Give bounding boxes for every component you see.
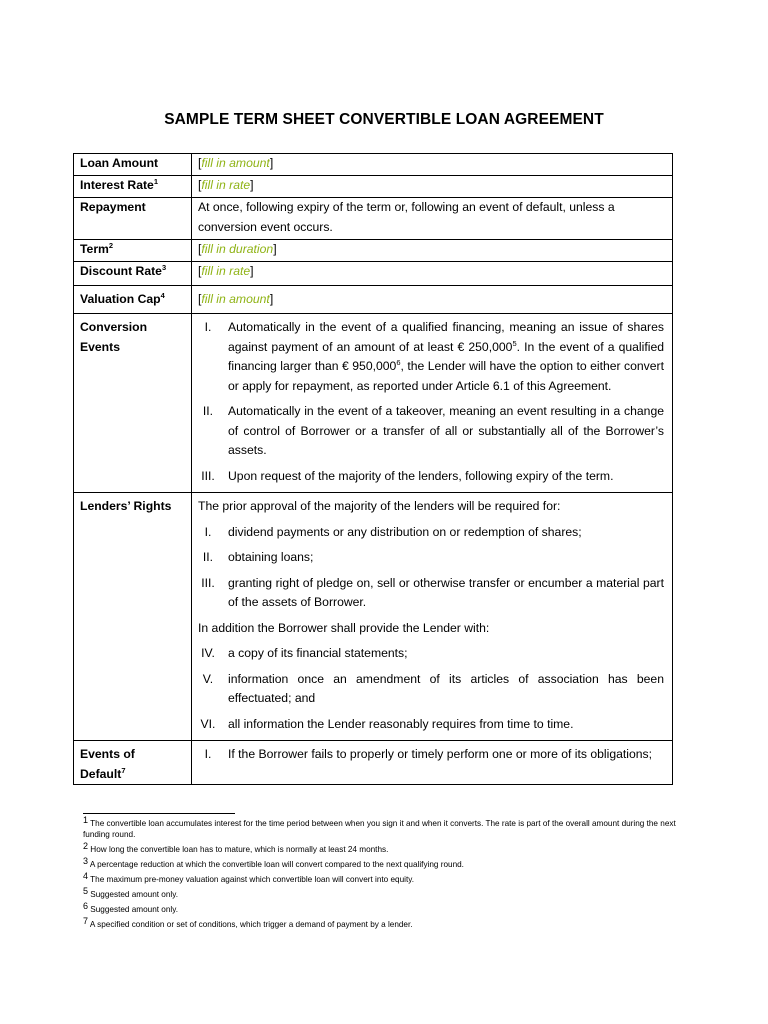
list-item [198, 402, 664, 461]
list-item [198, 644, 664, 664]
lenders-rights-list-2 [198, 644, 664, 734]
conversion-events-list [198, 318, 664, 486]
lenders-rights-list [198, 523, 664, 613]
list-number: I. [204, 524, 212, 539]
footnote-number: 2 [83, 841, 89, 851]
bracket-close: ] [269, 156, 274, 170]
list-text: If the Borrower fails to properly or timely perform one or more of its obligations; [228, 747, 653, 761]
list-item [198, 467, 664, 487]
list-number: I. [204, 747, 212, 761]
list-number: III. [201, 575, 215, 590]
footnote-text: Suggested amount only. [90, 890, 178, 899]
row-label: Discount Rate [80, 264, 162, 278]
footnote-ref[interactable]: 7 [121, 765, 126, 775]
footnote-ref[interactable]: 4 [160, 290, 165, 300]
list-text: dividend payments or any distribution on or redemption of shares; [228, 524, 582, 539]
interest-rate-value[interactable] [192, 176, 673, 198]
footnote-text: Suggested amount only. [90, 905, 178, 914]
list-text: a copy of its financial statements; [228, 646, 408, 660]
list-text: , the Lender will have the option to either convert or apply for repayment, as reported under Article 6.1 of this Agreement. [228, 359, 664, 393]
footnote-number: 6 [83, 901, 89, 911]
discount-rate-value[interactable] [192, 262, 673, 286]
list-text: granting right of pledge on, sell or otherwise transfer or encumber a material part of the assets of Borrower. [228, 575, 664, 609]
list-item [198, 548, 664, 568]
lenders-rights-value [192, 493, 673, 741]
footnote [83, 871, 678, 885]
footnote [83, 901, 678, 915]
footnote [83, 856, 678, 870]
repayment-label [74, 198, 192, 240]
list-number: I. [204, 320, 212, 334]
footnote-text: The convertible loan accumulates interest for the time period between when you sign it and when it converts. The rate is part of the overall amount during the next funding round. [83, 819, 676, 839]
list-number: II. [202, 550, 214, 564]
footnote-ref[interactable]: 1 [153, 176, 158, 186]
bracket-open: [ [198, 292, 202, 306]
footnote-ref[interactable]: 2 [108, 240, 114, 250]
table-row [74, 493, 673, 741]
footnote-ref[interactable]: 3 [161, 262, 167, 272]
table-row [74, 741, 673, 785]
list-item [198, 670, 664, 709]
bracket-open: [ [198, 156, 202, 170]
list-item [198, 318, 664, 396]
table-row [74, 154, 673, 176]
term-value[interactable] [192, 240, 673, 262]
bracket-close: ] [250, 264, 254, 278]
list-text: Automatically in the event of a takeover, meaning an event resulting in a change of control of Borrower or a transfer of all or substantially all of the Borrower’s assets. [228, 404, 664, 457]
list-number: VI. [200, 716, 216, 731]
list-item [198, 715, 664, 735]
list-number: II. [202, 404, 214, 418]
row-label: Lenders’ Rights [80, 499, 172, 513]
lenders-rights-intro-2: In addition the Borrower shall provide the Lender with: [198, 620, 490, 635]
bracket-open: [ [198, 178, 202, 192]
table-row [74, 262, 673, 286]
list-text: . In the event of a qualified financing larger than € 950,000 [228, 339, 664, 373]
list-item [198, 574, 664, 613]
footnote-text: A specified condition or set of conditions, which trigger a demand of payment by a lender. [89, 920, 413, 929]
events-of-default-list [198, 745, 664, 765]
lenders-rights-label [74, 493, 192, 741]
row-label: Conversion Events [80, 320, 148, 354]
bracket-close: ] [250, 178, 254, 192]
footnote-ref[interactable]: 5 [512, 338, 517, 348]
footnote [83, 916, 678, 930]
footnote-text: How long the convertible loan has to mature, which is normally at least 24 months. [90, 845, 389, 854]
footnote-ref[interactable]: 6 [396, 357, 401, 367]
row-label: Interest Rate [80, 178, 154, 192]
valuation-cap-label [74, 286, 192, 314]
row-label: Events of Default [80, 747, 135, 781]
events-of-default-value [192, 741, 673, 785]
term-label [74, 240, 192, 262]
loan-amount-label [74, 154, 192, 176]
table-row [74, 286, 673, 314]
valuation-cap-value[interactable] [192, 286, 673, 314]
footnote-number: 7 [83, 916, 89, 926]
bracket-close: ] [269, 292, 274, 306]
table-row [74, 314, 673, 493]
placeholder-text: fill in rate [201, 264, 251, 278]
footnote-separator [83, 813, 235, 814]
conversion-events-label [74, 314, 192, 493]
table-row [74, 198, 673, 240]
discount-rate-label [74, 262, 192, 286]
list-text: information once an amendment of its articles of association has been effectuated; and [228, 671, 664, 705]
placeholder-text: fill in duration [201, 242, 274, 256]
row-label: Repayment [80, 200, 146, 214]
footnote-number: 1 [83, 815, 89, 825]
list-number: IV. [201, 646, 215, 660]
lenders-rights-intro: The prior approval of the majority of the lenders will be required for: [198, 499, 561, 513]
footnote-number: 3 [83, 856, 89, 866]
table-row [74, 176, 673, 198]
footnotes [83, 815, 678, 934]
conversion-events-value [192, 314, 673, 493]
row-label: Loan Amount [80, 156, 159, 170]
bracket-open: [ [198, 242, 202, 256]
repayment-text: At once, following expiry of the term or, following an event of default, unless a conversion event occurs. [198, 200, 615, 234]
row-label: Term [80, 242, 109, 256]
bracket-close: ] [273, 242, 277, 256]
loan-amount-value[interactable] [192, 154, 673, 176]
list-text: all information the Lender reasonably requires from time to time. [228, 716, 574, 731]
interest-rate-label [74, 176, 192, 198]
list-number: III. [201, 468, 215, 483]
footnote-number: 5 [83, 886, 89, 896]
list-text: Upon request of the majority of the lenders, following expiry of the term. [228, 468, 614, 483]
footnote-number: 4 [83, 871, 89, 881]
list-text: Automatically in the event of a qualified financing, meaning an issue of shares against payment of an amount of at least € 250,000 [228, 320, 664, 354]
footnote-text: A percentage reduction at which the convertible loan will convert compared to the next qualifying round. [89, 860, 464, 869]
footnote-text: The maximum pre-money valuation against which convertible loan will convert into equity. [90, 875, 415, 884]
table-row [74, 240, 673, 262]
footnote [83, 886, 678, 900]
bracket-open: [ [198, 264, 202, 278]
placeholder-text: fill in amount [201, 156, 270, 170]
events-of-default-label [74, 741, 192, 785]
repayment-value [192, 198, 673, 240]
list-item [198, 523, 664, 543]
document-title: SAMPLE TERM SHEET CONVERTIBLE LOAN AGREEMENT [164, 111, 604, 128]
row-label: Valuation Cap [80, 292, 161, 306]
term-sheet-table [73, 153, 673, 785]
placeholder-text: fill in amount [201, 292, 270, 306]
list-number: V. [202, 671, 214, 686]
placeholder-text: fill in rate [201, 178, 251, 192]
list-item [198, 745, 664, 765]
footnote [83, 815, 678, 840]
list-text: obtaining loans; [228, 550, 314, 564]
footnote [83, 841, 678, 855]
